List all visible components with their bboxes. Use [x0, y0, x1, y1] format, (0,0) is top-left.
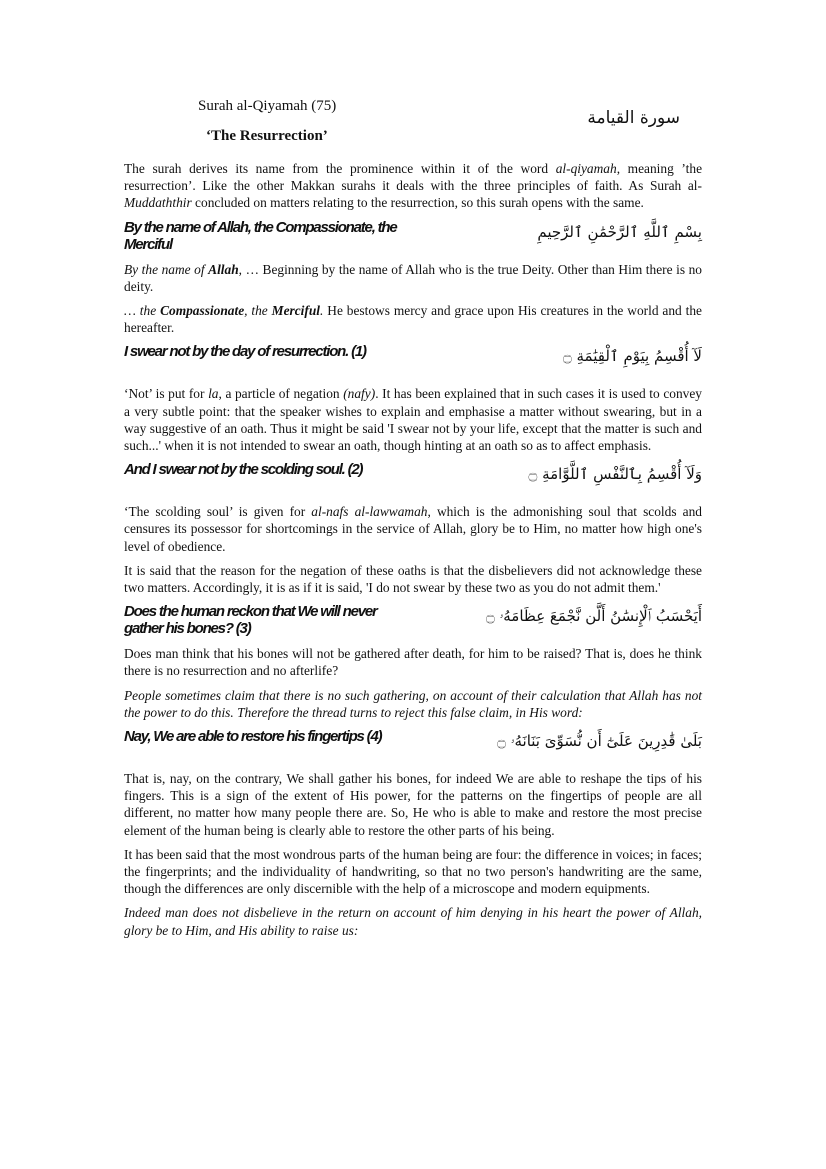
verse-4	[124, 728, 702, 762]
surah-arabic-title: سورة القيامة	[587, 108, 680, 128]
intro-paragraph: The surah derives its name from the prominence within it of the word al-qiyamah, meaning ’the resurrection’. Like the other Makkan surahs it deals with the three principles of faith. As Surah al-Muddaththir concluded on matters relating to the resurrection, so this surah opens with the same.	[124, 161, 703, 211]
verse-3	[124, 603, 702, 637]
commentary-paragraph: ‘The scolding soul’ is given for al-nafs al-lawwamah, which is the admonishing soul that scolds and censures its possessor for shortcomings in the service of Allah, glory be to Him, no matter how high one's level of obedience.	[124, 504, 702, 554]
commentary-paragraph: By the name of Allah, … Beginning by the name of Allah who is the true Deity. Other than Him there is no deity.	[124, 261, 702, 294]
verse-translation: Does the human reckon that We will never gather his bones? (3)	[124, 603, 377, 638]
verse-arabic: بَلَىٰ قَٰدِرِينَ عَلَىٰٓ أَن نُّسَوِّىَ بَنَانَهُۥ ۝	[497, 732, 702, 751]
verse-translation: Nay, We are able to restore his fingertips (4)	[124, 728, 382, 746]
title-block	[124, 98, 702, 160]
surah-title: Surah al-Qiyamah (75)	[198, 98, 337, 114]
verse-basmala	[124, 219, 702, 253]
verse-2	[124, 461, 702, 495]
commentary-paragraph: It has been said that the most wondrous parts of the human being are four: the difference in voices; in faces; the fingerprints; and the individuality of handwriting, so that no two person's handwriting are the same, though the differences are only discernible with the help of a microscope and modern equipments.	[124, 846, 702, 897]
commentary-paragraph: … the Compassionate, the Merciful. He bestows mercy and grace upon His creatures in the world and the hereafter.	[124, 303, 702, 336]
verse-1	[124, 343, 702, 377]
verse-translation: By the name of Allah, the Compassionate, the Merciful	[124, 218, 397, 253]
verse-translation: I swear not by the day of resurrection. (1)	[124, 343, 366, 361]
verse-arabic: بِسْمِ ٱللَّهِ ٱلرَّحْمَٰنِ ٱلرَّحِيمِ	[537, 222, 702, 241]
verse-arabic: وَلَآ أُقْسِمُ بِٱلنَّفْسِ ٱللَّوَّامَةِ ۝	[528, 465, 702, 484]
verse-translation: And I swear not by the scolding soul. (2)	[124, 461, 363, 479]
verse-arabic: أَيَحْسَبُ ٱلْإِنسَٰنُ أَلَّن نَّجْمَعَ عِظَامَهُۥ ۝	[485, 607, 702, 626]
surah-subtitle: ‘The Resurrection’	[206, 128, 328, 144]
commentary-paragraph: Indeed man does not disbelieve in the return on account of him denying in his heart the power of Allah, glory be to Him, and His ability to raise us:	[124, 905, 702, 938]
commentary-paragraph: Does man think that his bones will not be gathered after death, for him to be raised? That is, does he think there is no resurrection and no afterlife?	[124, 646, 702, 679]
commentary-paragraph: It is said that the reason for the negation of these oaths is that the disbelievers did not acknowledge these two matters. Accordingly, it is as if it is said, 'I do not swear by these two as you do not admit them.'	[124, 562, 702, 596]
commentary-paragraph: ‘Not’ is put for la, a particle of negation (nafy). It has been explained that in such cases it is used to convey a very subtle point: that the speaker wishes to explain and emphasise a matter without swearing, but in a way suggestive of an oath. Thus it might be said 'I swear not by your life, except that the matter is such and such...' when it is not intended to swear an oath, though hinting at an oath so as to affect emphasis.	[124, 386, 702, 454]
commentary-paragraph: People sometimes claim that there is no such gathering, on account of their calculation that Allah has not the power to do this. Therefore the thread turns to reject this false claim, in His word:	[124, 687, 702, 720]
commentary-paragraph: That is, nay, on the contrary, We shall gather his bones, for indeed We are able to reshape the tips of his fingers. This is a sign of the extent of His power, for the patterns on the fingertips of people are all different, no matter how many people there are. So, He who is able to make and restore the most precise element of the human being is clearly able to restore the other parts of his being.	[124, 771, 702, 838]
verse-arabic: لَآ أُقْسِمُ بِيَوْمِ ٱلْقِيَٰمَةِ ۝	[562, 347, 702, 366]
document-page	[124, 98, 702, 946]
